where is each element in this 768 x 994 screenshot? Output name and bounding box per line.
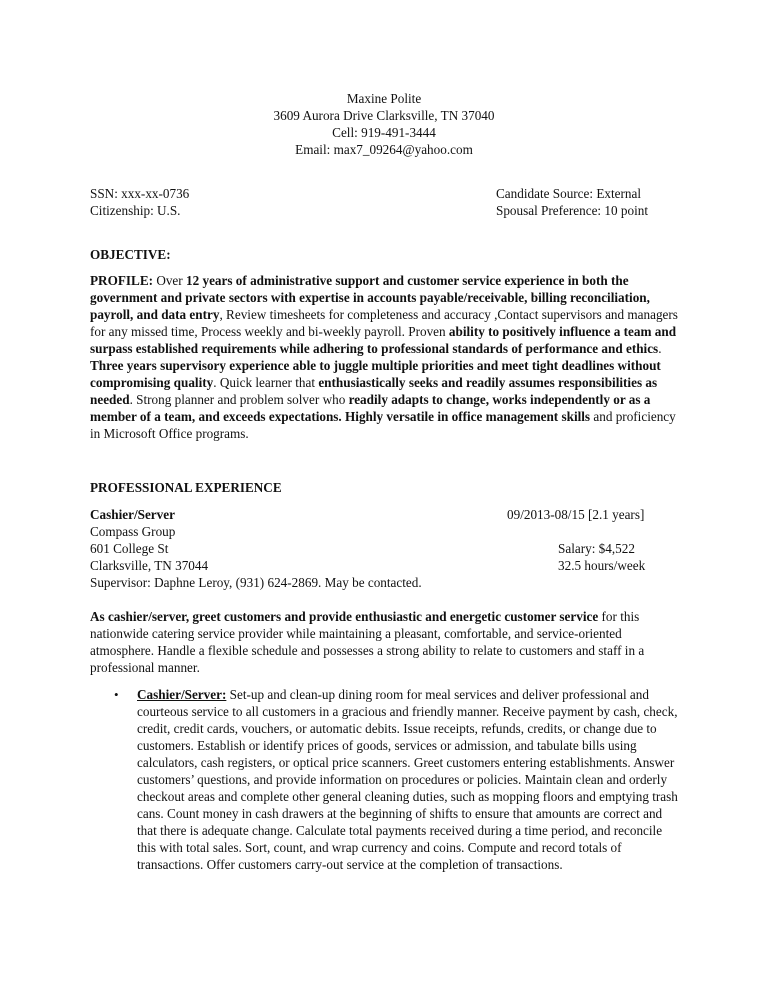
job-hours: 32.5 hours/week xyxy=(558,558,646,573)
experience-heading: PROFESSIONAL EXPERIENCE xyxy=(90,480,282,495)
profile-highlight: Three years supervisory experience able to juggle multiple priorities and meet tight deadlines without compromising quality xyxy=(90,358,661,390)
candidate-address: 3609 Aurora Drive Clarksville, TN 37040 xyxy=(273,108,495,123)
profile-text: Over xyxy=(153,273,186,288)
job-dates: 09/2013-08/15 [2.1 years] xyxy=(507,507,645,522)
profile-highlight: enthusiastically seeks and readily assumes responsibilities as needed xyxy=(90,375,658,407)
job-salary: Salary: $4,522 xyxy=(558,541,635,556)
job-summary-highlight: As cashier/server, greet customers and provide enthusiastic and energetic customer service xyxy=(90,609,599,624)
list-item xyxy=(90,686,680,873)
profile-text: . Quick learner that xyxy=(213,375,319,390)
job-summary xyxy=(90,608,680,676)
profile-label: PROFILE: xyxy=(90,273,154,288)
ssn: SSN: xxx-xx-0736 xyxy=(90,186,190,201)
objective-heading: OBJECTIVE: xyxy=(90,247,171,262)
profile-text: . xyxy=(658,341,662,356)
profile-paragraph xyxy=(90,272,680,442)
job-summary-text: for this nationwide catering service provider while maintaining a pleasant, comfortable, and service-oriented atmosphere. Handle a flexible schedule and possesses a strong ability to relate to customers and staff in a professional manner. xyxy=(90,609,645,675)
duty-text: Set-up and clean-up dining room for meal services and deliver professional and courteous service to all customers in a gracious and friendly manner. Receive payment by cash, check, credit, credit cards, vouchers, or automatic debits. Issue receipts, refunds, credits, or change due to customers. Establish or identify prices of goods, services or admission, and tabulate bills using calculators, cash registers, or optical price scanners. Greet customers entering establishments. Answer customers’ questions, and provide information on procedures or policies. Maintain clean and orderly checkout areas and complete other general cleaning duties, such as mopping floors and emptying trash cans. Count money in cash drawers at the beginning of shifts to ensure that amounts are correct and that there is adequate change. Calculate total payments received during a time period, and reconcile this with total sales. Sort, count, and wrap currency and coins. Compute and record totals of transactions. Offer customers carry-out service at the completion of transactions. xyxy=(137,687,678,872)
profile-text: and proficiency in Microsoft Office programs. xyxy=(90,409,676,441)
spousal-preference: Spousal Preference: 10 point xyxy=(496,203,648,218)
candidate-cell: Cell: 919-491-3444 xyxy=(332,125,436,140)
candidate-source: Candidate Source: External xyxy=(496,186,642,201)
profile-highlight: 12 years of administrative support and customer service experience in both the government and private sectors with expertise in accounts payable/receivable, billing reconciliation, payroll, and data entry xyxy=(90,273,650,322)
profile-text: . Strong planner and problem solver who xyxy=(129,392,349,407)
bullet-icon: • xyxy=(114,687,119,702)
duty-label: Cashier/Server: xyxy=(137,687,227,702)
candidate-name: Maxine Polite xyxy=(346,91,422,106)
job-employer: Compass Group xyxy=(90,524,176,539)
citizenship: Citizenship: U.S. xyxy=(90,203,181,218)
profile-text: , Review timesheets for completeness and accuracy ,Contact supervisors and managers for any missed time, Process weekly and bi-weekly payroll. Proven xyxy=(90,307,678,339)
job-title: Cashier/Server xyxy=(90,507,175,522)
job-street: 601 College St xyxy=(90,541,169,556)
candidate-email: Email: max7_09264@yahoo.com xyxy=(295,142,473,157)
job-duties-list xyxy=(90,686,680,873)
profile-highlight: ability to positively influence a team and surpass established requirements while adhering to professional standards of performance and ethics xyxy=(90,324,677,356)
job-supervisor: Supervisor: Daphne Leroy, (931) 624-2869. May be contacted. xyxy=(90,575,422,590)
profile-highlight: readily adapts to change, works independently or as a member of a team, and exceeds expectations. Highly versatile in office management skills xyxy=(90,392,651,424)
job-city: Clarksville, TN 37044 xyxy=(90,558,209,573)
